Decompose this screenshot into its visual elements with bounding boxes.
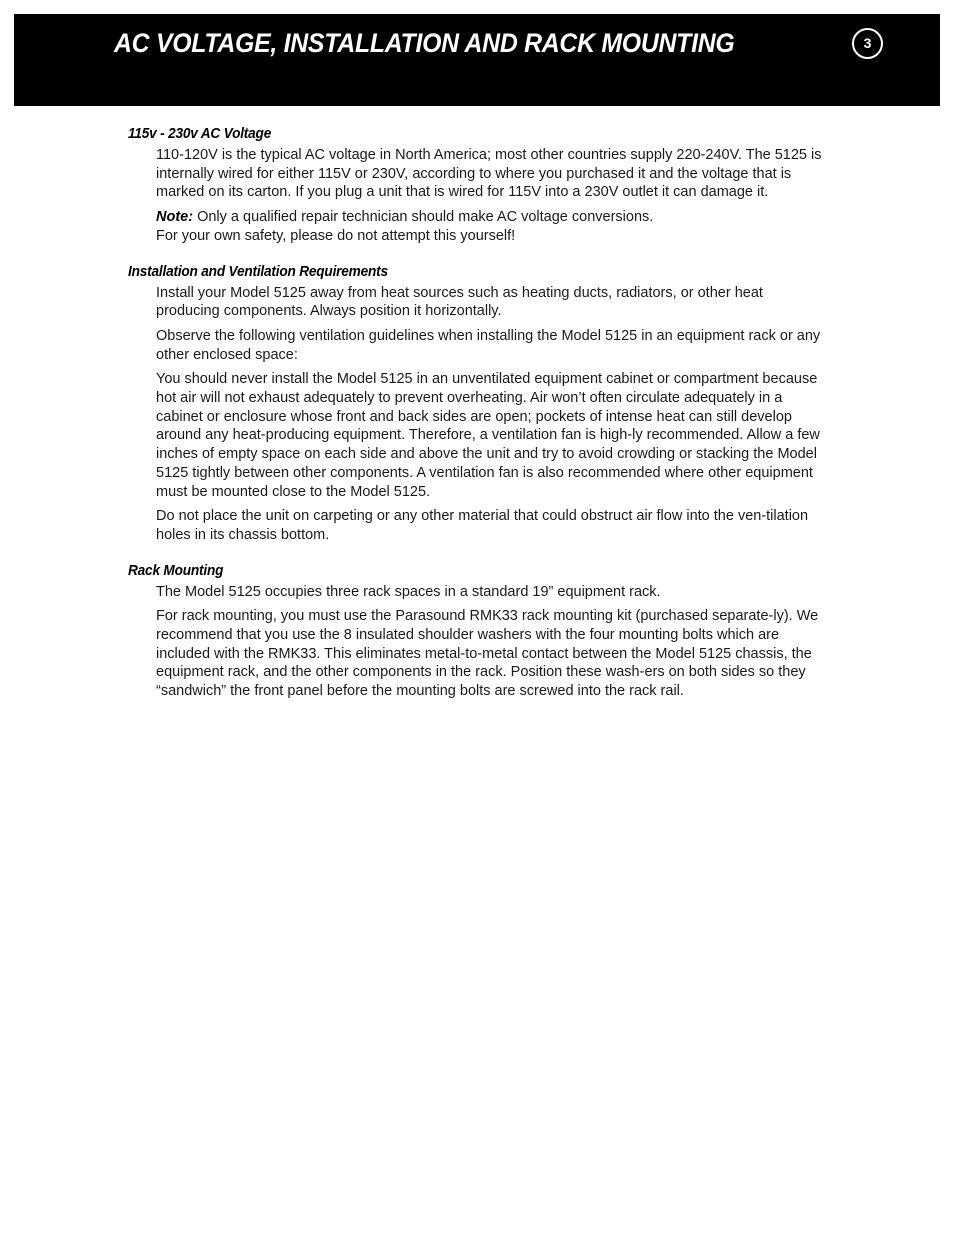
page-title: AC VOLTAGE, INSTALLATION AND RACK MOUNTING <box>114 28 735 58</box>
section-heading-rack-mounting: Rack Mounting <box>128 562 224 579</box>
installation-paragraph-3: You should never install the Model 5125 in an unventilated equipment cabinet or compartment because hot air will not exhaust adequately to prevent overheating. Air won’t often circulate adequately in a cabinet or enclosure whose front and back sides are open; pockets of intense heat can still develop around any heat-producing equipment. Therefore, a ventilation fan is high-ly recommended. Allow a few inches of empty space on each side and above the unit and try to avoid crowding or stacking the Model 5125 tightly between other components. A ventilation fan is also recommended where other equipment must be mounted close to the Model 5125. <box>156 371 820 500</box>
note-label: Note: <box>156 209 194 226</box>
installation-paragraph-2: Observe the following ventilation guidelines when installing the Model 5125 in an equipment rack or any other enclosed space: <box>156 327 821 363</box>
section-ac-voltage <box>128 124 828 246</box>
voltage-paragraph: 110-120V is the typical AC voltage in North America; most other countries supply 220-240V. The 5125 is internally wired for either 115V or 230V, according to where you purchased it and the voltage that is marked on its carton. If you plug a unit that is wired for 115V into a 230V outlet it can damage it. <box>156 147 822 201</box>
rack-paragraph-2: For rack mounting, you must use the Parasound RMK33 rack mounting kit (purchased separate-ly). We recommend that you use the 8 insulated shoulder washers with the four mounting bolts which are included with the RMK33. This eliminates metal-to-metal contact between the Model 5125 chassis, the equipment rack, and the other components in the rack. Position these wash-ers on both sides so they “sandwich” the front panel before the mounting bolts are screwed into the rack rail. <box>156 608 819 700</box>
section-heading-installation: Installation and Ventilation Requirements <box>128 263 388 280</box>
section-rack-mounting <box>128 561 828 701</box>
note-text-line2: For your own safety, please do not attempt this yourself! <box>156 227 516 244</box>
rack-paragraph-1: The Model 5125 occupies three rack spaces in a standard 19” equipment rack. <box>156 583 661 600</box>
section-heading-ac-voltage: 115v - 230v AC Voltage <box>128 126 272 142</box>
page-number-badge: 3 <box>852 28 883 59</box>
voltage-note <box>156 208 828 245</box>
section-installation <box>128 262 828 545</box>
document-body <box>128 124 828 717</box>
note-text: Only a qualified repair technician should make AC voltage conversions. <box>193 209 654 226</box>
installation-paragraph-1: Install your Model 5125 away from heat sources such as heating ducts, radiators, or other heat producing components. Always position it horizontally. <box>156 284 763 320</box>
installation-paragraph-4: Do not place the unit on carpeting or any other material that could obstruct air flow into the ven-tilation holes in its chassis bottom. <box>156 508 809 543</box>
